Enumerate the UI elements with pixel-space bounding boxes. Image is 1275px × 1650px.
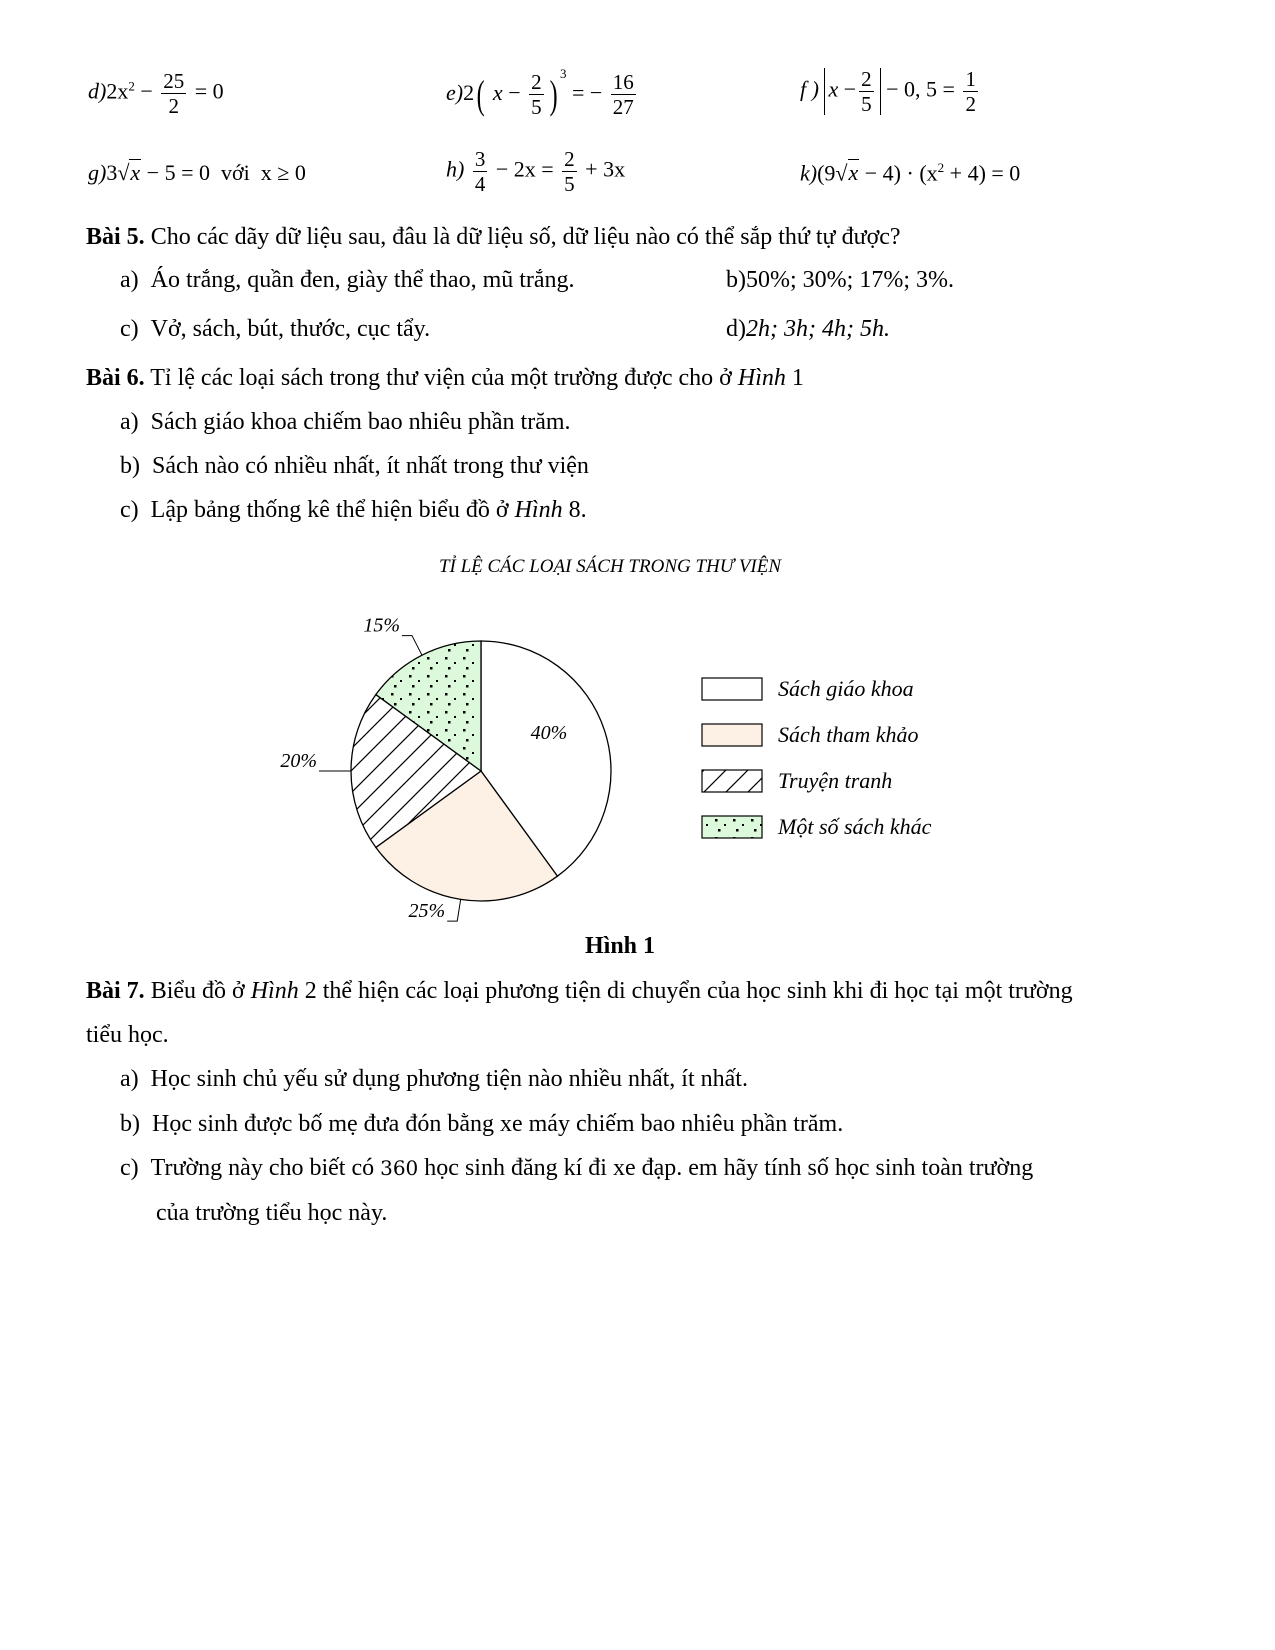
leader-line-4 — [402, 636, 422, 656]
figure-num: 1 — [791, 365, 804, 391]
bai6-item-b — [120, 453, 589, 480]
eq-fraction — [473, 148, 488, 195]
eq-term: (9 — [817, 160, 836, 186]
denominator: 5 — [861, 92, 872, 117]
eq-label: h) — [446, 156, 465, 182]
radicand: x — [130, 160, 141, 185]
bai6-heading — [86, 365, 804, 392]
item-text: 50%; 30%; 17%; 3%. — [746, 267, 954, 293]
item-text: Học sinh được bố mẹ đưa đón bằng xe máy chiếm bao nhiêu phần trăm. — [152, 1111, 844, 1137]
numerator: 3 — [474, 147, 486, 171]
eq-fraction — [859, 68, 874, 115]
eq-var: x — [492, 80, 503, 105]
denominator: 5 — [531, 95, 542, 120]
bai7-title: Bài 7. — [86, 978, 145, 1004]
bai7-text: Biểu đồ ở — [150, 978, 245, 1004]
bai5-text: Cho các dãy dữ liệu sau, đâu là dữ liệu số, dữ liệu nào có thể sắp thứ tự được? — [150, 224, 901, 250]
numerator: 1 — [965, 67, 976, 91]
item-text: Sách nào có nhiều nhất, ít nhất trong thư viện — [152, 453, 589, 479]
eq-exponent: 2 — [937, 160, 945, 175]
slice-label-1: 40% — [530, 721, 568, 744]
item-label: b) — [120, 1111, 140, 1137]
legend-label-3: Truyện tranh — [778, 768, 893, 793]
equation-f — [800, 68, 981, 115]
bai7-item-b — [120, 1111, 843, 1138]
item-label: c) — [120, 316, 139, 342]
legend-swatch-4 — [702, 816, 762, 838]
eq-rhs: − 5 = 0 — [141, 160, 210, 185]
eq-rhs: + 4) = 0 — [944, 160, 1021, 186]
equation-e — [446, 66, 639, 119]
slice-label-3: 20% — [280, 750, 317, 772]
bai7-text-cont: 2 thể hiện các loại phương tiện di chuyển của học sinh khi đi học tại một trường — [304, 978, 1073, 1004]
item-text: Sách giáo khoa chiếm bao nhiêu phần trăm. — [150, 409, 571, 435]
chart-title: TỈ LỆ CÁC LOẠI SÁCH TRONG THƯ VIỆN — [438, 556, 782, 577]
bai7-item-c-line2: của trường tiểu học này. — [156, 1200, 388, 1226]
equation-k — [800, 160, 1020, 186]
item-text: 2h; 3h; 4h; 5h. — [746, 316, 890, 342]
item-label: c) — [120, 1155, 139, 1181]
item-label: a) — [120, 267, 139, 293]
item-label: c) — [120, 497, 139, 523]
numerator: 25 — [163, 69, 185, 93]
eq-label: g) — [88, 160, 107, 185]
eq-rhs: + 3x — [585, 156, 626, 182]
equation-g — [88, 160, 306, 186]
figure-ref: Hình — [250, 978, 299, 1004]
pie-chart — [280, 600, 980, 930]
bai5-item-a — [120, 267, 575, 294]
leader-line-2 — [447, 899, 460, 921]
eq-operator: − — [140, 78, 153, 104]
absolute-value — [824, 68, 880, 115]
legend-label-4: Một số sách khác — [778, 814, 932, 839]
bai5-item-b — [726, 267, 954, 294]
item-text-cont: học sinh đăng kí đi xe đạp. em hãy tính số học sinh toàn trường — [424, 1155, 1034, 1181]
eq-condition: x ≥ 0 — [260, 160, 306, 185]
right-paren: ) — [549, 71, 558, 117]
bai5-item-d — [726, 316, 890, 343]
bai7-item-a — [120, 1066, 748, 1093]
eq-label: f ) — [800, 76, 819, 102]
item-label: a) — [120, 1066, 139, 1092]
eq-label: e) — [446, 80, 464, 105]
eq-fraction — [562, 148, 577, 195]
figure-ref: Hình — [737, 365, 786, 391]
eq-exponent: 3 — [559, 66, 567, 81]
eq-coef: 2 — [463, 80, 475, 105]
eq-term: 2x — [106, 78, 129, 104]
equation-h — [446, 148, 625, 195]
radicand: x — [848, 160, 859, 186]
eq-operator: − 0, 5 = — [886, 76, 955, 102]
eq-operator: − — [843, 76, 857, 102]
sqrt-icon: √ — [117, 160, 130, 185]
numerator: 16 — [612, 70, 634, 95]
slice-label-4: 15% — [363, 614, 400, 637]
bai6-item-c — [120, 497, 587, 524]
denominator: 2 — [168, 94, 179, 119]
item-text: Trường này cho biết có — [150, 1155, 375, 1181]
item-text: Lập bảng thống kê thể hiện biểu đồ ở — [150, 497, 509, 523]
numerator: 2 — [531, 70, 542, 95]
denominator: 4 — [474, 172, 486, 197]
left-paren: ( — [476, 71, 485, 117]
bai6-title: Bài 6. — [86, 365, 145, 391]
item-number: 360 — [380, 1156, 419, 1180]
bai5-title: Bài 5. — [86, 224, 145, 250]
eq-fraction — [611, 71, 636, 118]
figure-caption: Hình 1 — [584, 933, 656, 959]
bai7-heading — [86, 978, 1073, 1005]
denominator: 27 — [612, 95, 634, 120]
eq-condition-word: với — [221, 160, 250, 185]
bai6-text: Tỉ lệ các loại sách trong thư viện của một trường được cho ở — [150, 365, 732, 391]
denominator: 2 — [965, 92, 976, 117]
eq-fraction — [529, 71, 544, 118]
sqrt-icon: √ — [835, 160, 848, 186]
eq-exponent: 2 — [128, 78, 135, 94]
legend-label-2: Sách tham khảo — [778, 722, 919, 747]
eq-label: k) — [800, 160, 818, 186]
item-label: b) — [726, 267, 746, 293]
figure-num: 8. — [568, 497, 587, 523]
eq-operator: = − — [571, 80, 603, 105]
eq-fraction — [161, 70, 186, 117]
bai5-item-c — [120, 316, 430, 343]
slice-label-2: 25% — [408, 900, 446, 923]
eq-fraction — [963, 68, 978, 115]
figure-ref: Hình — [514, 497, 563, 523]
item-text: Học sinh chủ yếu sử dụng phương tiện nào nhiều nhất, ít nhất. — [150, 1066, 748, 1092]
bai6-item-a — [120, 409, 571, 436]
item-label: d) — [726, 316, 746, 342]
equation-d — [88, 70, 224, 117]
bai7-text-line2: tiểu học. — [86, 1022, 169, 1048]
numerator: 2 — [861, 67, 872, 91]
eq-coef: 3 — [106, 160, 118, 185]
item-label: b) — [120, 453, 140, 479]
item-label: a) — [120, 409, 139, 435]
numerator: 2 — [564, 147, 575, 171]
legend-label-1: Sách giáo khoa — [778, 676, 914, 701]
eq-term: − 4) · (x — [859, 160, 938, 186]
bai5-heading — [86, 224, 901, 251]
eq-operator: − 2x = — [495, 156, 554, 182]
legend-swatch-2 — [702, 724, 762, 746]
item-text: Vở, sách, bút, thước, cục tẩy. — [150, 316, 431, 342]
item-text: Áo trắng, quần đen, giày thể thao, mũ trắng. — [150, 267, 575, 293]
legend-swatch-3 — [702, 770, 762, 792]
bai7-item-c — [120, 1155, 1033, 1182]
eq-operator: − — [508, 80, 521, 105]
eq-rhs: = 0 — [194, 78, 224, 104]
eq-label: d) — [88, 78, 107, 104]
denominator: 5 — [564, 172, 575, 197]
eq-var: x — [828, 76, 839, 102]
legend-swatch-1 — [702, 678, 762, 700]
